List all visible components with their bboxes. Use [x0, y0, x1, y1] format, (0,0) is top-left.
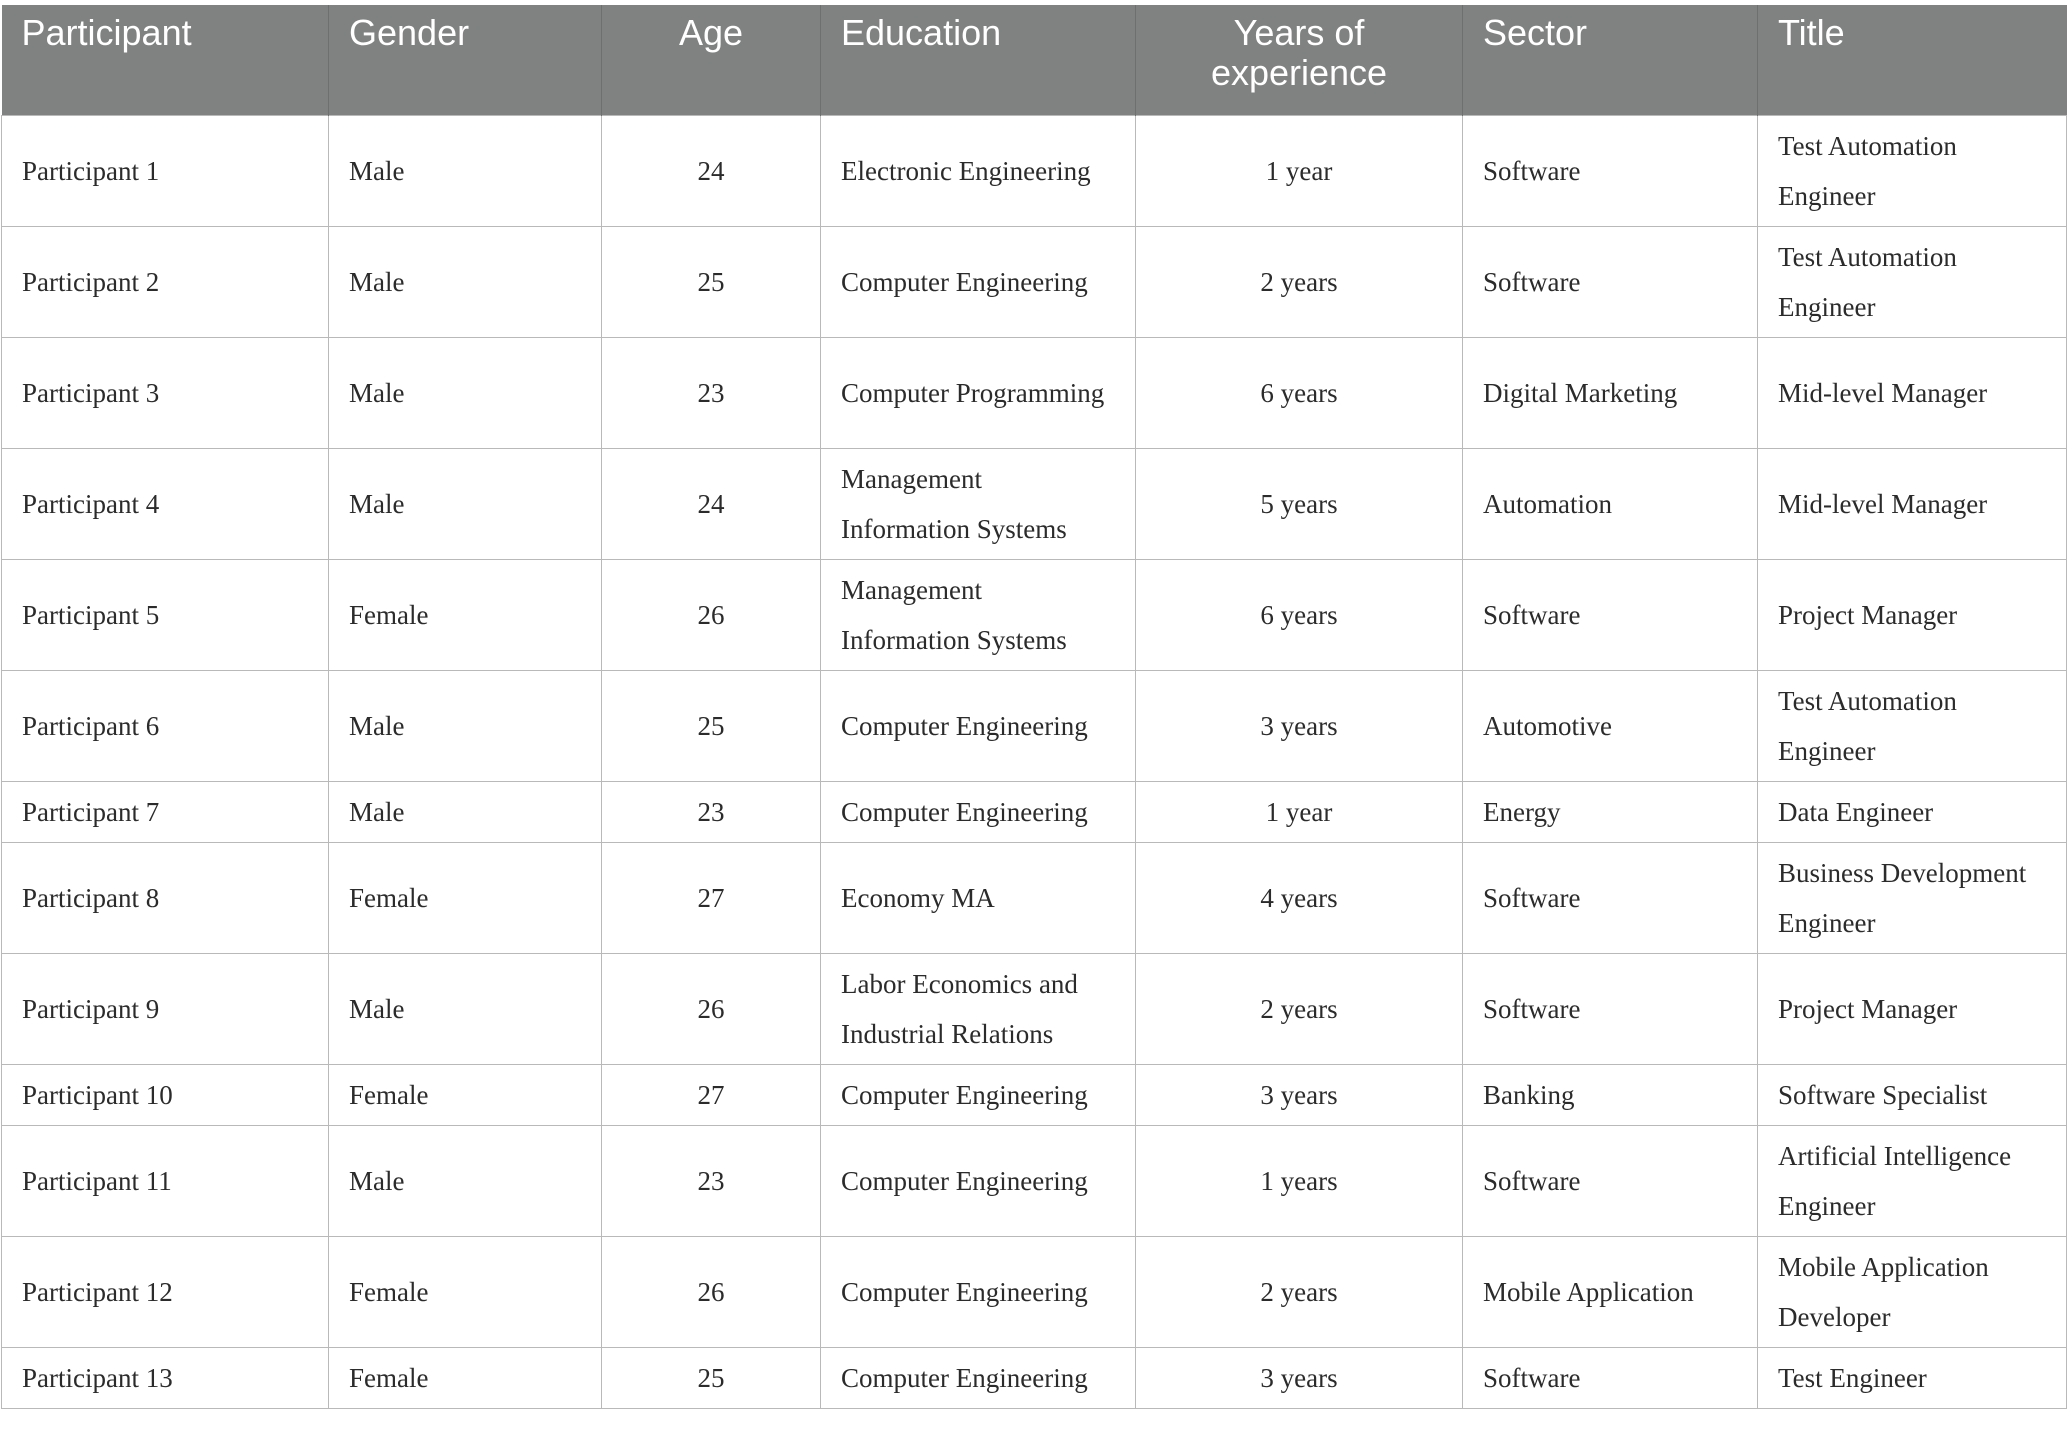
cell-gender: Female: [329, 1347, 602, 1408]
cell-participant: Participant 7: [2, 781, 329, 842]
cell-title: Software Specialist: [1758, 1064, 2067, 1125]
cell-gender: Male: [329, 781, 602, 842]
cell-participant: Participant 1: [2, 115, 329, 226]
cell-education: Computer Engineering: [821, 1236, 1136, 1347]
cell-age: 26: [602, 559, 821, 670]
column-header-sector: Sector: [1463, 5, 1758, 115]
cell-age: 25: [602, 226, 821, 337]
cell-education: Computer Engineering: [821, 1125, 1136, 1236]
cell-experience: 6 years: [1136, 559, 1463, 670]
cell-title: Project Manager: [1758, 953, 2067, 1064]
cell-participant: Participant 13: [2, 1347, 329, 1408]
cell-experience: 2 years: [1136, 226, 1463, 337]
table-row: [2, 1125, 2067, 1236]
table-row: [2, 842, 2067, 953]
cell-age: 25: [602, 670, 821, 781]
cell-gender: Male: [329, 670, 602, 781]
cell-gender: Female: [329, 559, 602, 670]
cell-sector: Software: [1463, 559, 1758, 670]
column-header-gender: Gender: [329, 5, 602, 115]
cell-participant: Participant 10: [2, 1064, 329, 1125]
cell-title: Artificial Intelligence Engineer: [1758, 1125, 2067, 1236]
cell-participant: Participant 6: [2, 670, 329, 781]
cell-education: Computer Engineering: [821, 1347, 1136, 1408]
table-row: [2, 559, 2067, 670]
cell-education: Economy MA: [821, 842, 1136, 953]
cell-sector: Software: [1463, 226, 1758, 337]
cell-experience: 1 years: [1136, 1125, 1463, 1236]
table-row: [2, 1236, 2067, 1347]
cell-experience: 4 years: [1136, 842, 1463, 953]
table-row: [2, 1347, 2067, 1408]
cell-title: Test Automation Engineer: [1758, 115, 2067, 226]
cell-title: Project Manager: [1758, 559, 2067, 670]
table-row: [2, 670, 2067, 781]
table-row: [2, 337, 2067, 448]
cell-experience: 1 year: [1136, 781, 1463, 842]
cell-sector: Software: [1463, 842, 1758, 953]
cell-education: Computer Engineering: [821, 226, 1136, 337]
cell-participant: Participant 9: [2, 953, 329, 1064]
cell-gender: Female: [329, 1236, 602, 1347]
cell-education: Labor Economics and Industrial Relations: [821, 953, 1136, 1064]
participants-table: [1, 5, 2067, 1409]
cell-title: Test Automation Engineer: [1758, 670, 2067, 781]
cell-gender: Male: [329, 953, 602, 1064]
cell-gender: Female: [329, 842, 602, 953]
cell-sector: Banking: [1463, 1064, 1758, 1125]
table-row: [2, 781, 2067, 842]
column-header-education: Education: [821, 5, 1136, 115]
cell-title: Mobile Application Developer: [1758, 1236, 2067, 1347]
cell-participant: Participant 11: [2, 1125, 329, 1236]
column-header-age: Age: [602, 5, 821, 115]
cell-education: Computer Engineering: [821, 781, 1136, 842]
cell-sector: Automotive: [1463, 670, 1758, 781]
cell-education: Computer Programming: [821, 337, 1136, 448]
cell-title: Test Automation Engineer: [1758, 226, 2067, 337]
cell-age: 24: [602, 115, 821, 226]
cell-experience: 5 years: [1136, 448, 1463, 559]
column-header-title: Title: [1758, 5, 2067, 115]
cell-title: Mid-level Manager: [1758, 337, 2067, 448]
cell-age: 24: [602, 448, 821, 559]
cell-education: Management Information Systems: [821, 448, 1136, 559]
cell-participant: Participant 2: [2, 226, 329, 337]
cell-experience: 3 years: [1136, 670, 1463, 781]
cell-education: Management Information Systems: [821, 559, 1136, 670]
cell-sector: Mobile Application: [1463, 1236, 1758, 1347]
cell-experience: 6 years: [1136, 337, 1463, 448]
cell-age: 27: [602, 842, 821, 953]
cell-title: Mid-level Manager: [1758, 448, 2067, 559]
cell-experience: 3 years: [1136, 1064, 1463, 1125]
cell-experience: 2 years: [1136, 953, 1463, 1064]
cell-participant: Participant 5: [2, 559, 329, 670]
cell-experience: 2 years: [1136, 1236, 1463, 1347]
cell-experience: 1 year: [1136, 115, 1463, 226]
column-header-participant: Participant: [2, 5, 329, 115]
table-row: [2, 953, 2067, 1064]
cell-gender: Female: [329, 1064, 602, 1125]
cell-gender: Male: [329, 226, 602, 337]
cell-education: Computer Engineering: [821, 670, 1136, 781]
column-header-years-of-experience: Years of experience: [1136, 5, 1463, 115]
cell-education: Electronic Engineering: [821, 115, 1136, 226]
cell-sector: Digital Marketing: [1463, 337, 1758, 448]
cell-gender: Male: [329, 337, 602, 448]
cell-age: 26: [602, 953, 821, 1064]
cell-title: Business Development Engineer: [1758, 842, 2067, 953]
table-row: [2, 226, 2067, 337]
cell-education: Computer Engineering: [821, 1064, 1136, 1125]
cell-participant: Participant 4: [2, 448, 329, 559]
cell-participant: Participant 12: [2, 1236, 329, 1347]
cell-gender: Male: [329, 448, 602, 559]
cell-sector: Software: [1463, 1347, 1758, 1408]
cell-sector: Software: [1463, 1125, 1758, 1236]
cell-sector: Software: [1463, 953, 1758, 1064]
participants-table-wrapper: [1, 5, 2066, 1409]
cell-age: 23: [602, 337, 821, 448]
cell-title: Test Engineer: [1758, 1347, 2067, 1408]
cell-age: 26: [602, 1236, 821, 1347]
cell-sector: Energy: [1463, 781, 1758, 842]
table-row: [2, 448, 2067, 559]
cell-age: 23: [602, 1125, 821, 1236]
header-row: [2, 5, 2067, 115]
cell-age: 27: [602, 1064, 821, 1125]
table-row: [2, 115, 2067, 226]
cell-participant: Participant 3: [2, 337, 329, 448]
cell-gender: Male: [329, 115, 602, 226]
cell-sector: Software: [1463, 115, 1758, 226]
table-row: [2, 1064, 2067, 1125]
cell-sector: Automation: [1463, 448, 1758, 559]
cell-gender: Male: [329, 1125, 602, 1236]
cell-age: 23: [602, 781, 821, 842]
cell-participant: Participant 8: [2, 842, 329, 953]
cell-experience: 3 years: [1136, 1347, 1463, 1408]
cell-title: Data Engineer: [1758, 781, 2067, 842]
cell-age: 25: [602, 1347, 821, 1408]
